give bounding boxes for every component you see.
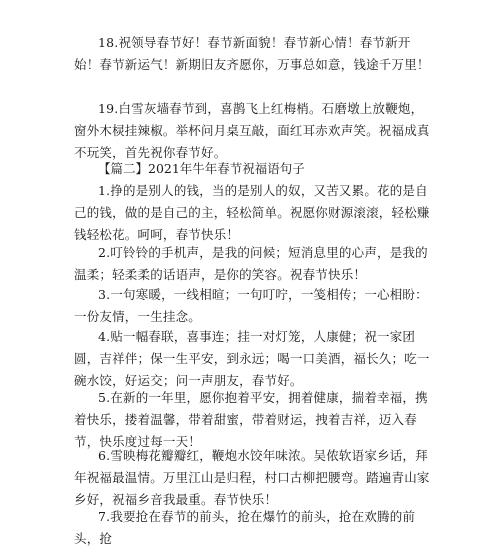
paragraph-19: 19.白雪灰墙春节到，喜鹊飞上红梅梢。石磨墩上放鞭炮，窗外木棂挂辣椒。举杯问月桌互敲，面红耳赤欢声笑。祝福成真不玩笑，首先祝你春节好。 <box>74 101 430 160</box>
paragraph-1: 1.挣的是别人的钱，当的是别人的奴，又苦又累。花的是自己的钱，做的是自己的主，轻松简单。祝愿你财源滚滚，轻松赚钱轻松花。呵呵，春节快乐！ <box>74 183 430 242</box>
paragraph-6: 6.雪映梅花瓣瓣红，鞭炮水饺年味浓。吴侬软语家乡话，拜年祝福最温情。万里江山是归程，村口古柳把腰弯。踏遍青山家乡好，祝福乡音我最重。春节快乐！ <box>74 448 430 507</box>
paragraph-5: 5.在新的一年里，愿你抱着平安，拥着健康，揣着幸福，携着快乐，搂着温馨，带着甜蜜，带着财运，拽着吉祥，迈入春节，快乐度过每一天！ <box>74 390 428 449</box>
section-heading: 【篇二】2021年牛年春节祝福语句子 <box>98 161 305 176</box>
paragraph-3: 3.一句寒暖，一线相暄；一句叮咛，一笺相传；一心相盼：一份友情，一生挂念。 <box>74 287 428 324</box>
paragraph-18: 18.祝领导春节好！春节新面貌！春节新心情！春节新开始！春节新运气！新期旧友齐愿你，万事总如意，钱途千万里！ <box>74 35 430 72</box>
paragraph-4: 4.贴一幅春联，喜事连；挂一对灯笼，人康健；祝一家团圆，吉祥伴；保一生平安，到永远；喝一口美酒，福长久；吃一碗水饺，好运交；问一声朋友，春节好。 <box>74 329 430 388</box>
paragraph-2: 2.叮铃铃的手机声，是我的问候；短消息里的心声，是我的温柔；轻柔柔的话语声，是你的笑容。祝春节快乐！ <box>74 245 428 282</box>
paragraph-7: 7.我要抢在春节的前头，抢在爆竹的前头，抢在欢腾的前头，抢 <box>74 509 416 546</box>
